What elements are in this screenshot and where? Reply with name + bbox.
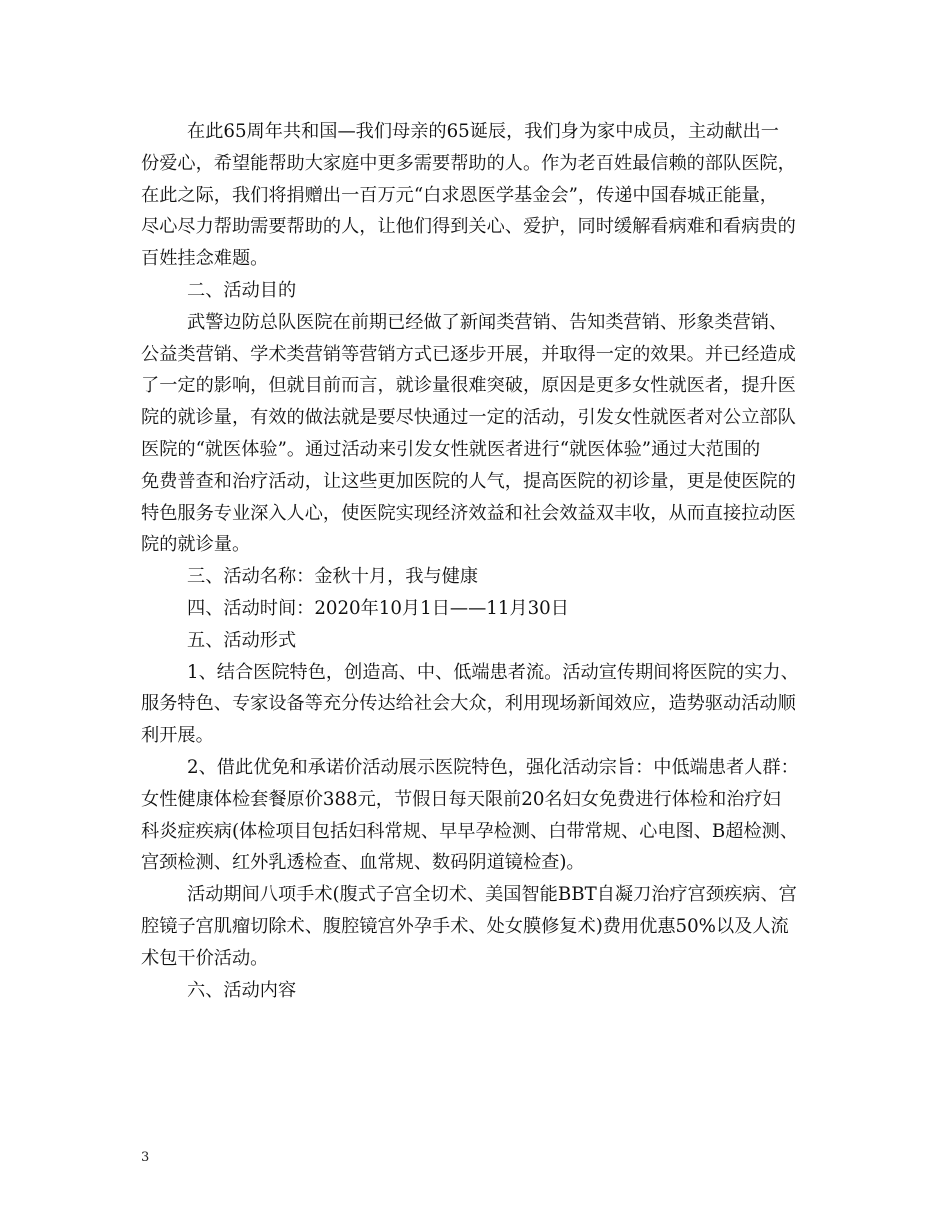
text-line: 公益类营销、学术类营销等营销方式已逐步开展，并取得一定的效果。并已经造成 xyxy=(141,343,796,365)
text-line: 武警边防总队医院在前期已经做了新闻类营销、告知类营销、形象类营销、 xyxy=(187,311,788,333)
text-line: 了一定的影响，但就目前而言，就诊量很难突破，原因是更多女性就医者，提升医 xyxy=(141,375,796,397)
text-line: 宫颈检测、红外乳透检查、血常规、数码阴道镜检查)。 xyxy=(141,852,585,874)
text-line: 尽心尽力帮助需要帮助的人，让他们得到关心、爱护，同时缓解看病难和看病贵的 xyxy=(141,216,796,238)
text-line: 特色服务专业深入人心，使医院实现经济效益和社会效益双丰收，从而直接拉动医 xyxy=(141,502,796,524)
form-item-1 xyxy=(141,657,821,752)
purpose-paragraph xyxy=(141,307,821,561)
intro-paragraph xyxy=(141,116,821,275)
text-line: 女性健康体检套餐原价388元，节假日每天限前20名妇女免费进行体检和治疗妇 xyxy=(141,788,781,810)
heading-text: 二、活动目的 xyxy=(187,279,297,301)
text-line: 利开展。 xyxy=(141,725,214,747)
surgery-paragraph xyxy=(141,879,821,974)
text-line: 院的就诊量。 xyxy=(141,534,251,556)
section-heading-purpose xyxy=(141,275,821,307)
section-heading-form xyxy=(141,625,821,657)
text-line: 在此之际，我们将捐赠出一百万元“白求恩医学基金会”，传递中国春城正能量， xyxy=(141,184,778,206)
section-heading-name xyxy=(141,561,821,593)
heading-text: 五、活动形式 xyxy=(187,629,297,651)
text-line: 活动期间八项手术(腹式子宫全切术、美国智能BBT自凝刀治疗宫颈疾病、宫 xyxy=(187,884,797,906)
text-line: 腔镜子宫肌瘤切除术、腹腔镜宫外孕手术、处女膜修复术)费用优惠50%以及人流 xyxy=(141,915,789,937)
text-line: 1、结合医院特色，创造高、中、低端患者流。活动宣传期间将医院的实力、 xyxy=(187,661,799,683)
text-line: 份爱心，希望能帮助大家庭中更多需要帮助的人。作为老百姓最信赖的部队医院， xyxy=(141,152,796,174)
document-body xyxy=(141,116,821,1006)
section-heading-content xyxy=(141,975,821,1007)
text-line: 在此65周年共和国—我们母亲的65诞辰，我们身为家中成员，主动献出一 xyxy=(187,121,779,142)
text-line: 院的就诊量，有效的做法就是要尽快通过一定的活动，引发女性就医者对公立部队 xyxy=(141,407,796,429)
text-line: 科炎症疾病(体检项目包括妇科常规、早早孕检测、白带常规、心电图、B超检测、 xyxy=(141,820,799,842)
section-heading-time xyxy=(141,593,821,625)
form-item-2 xyxy=(141,752,821,879)
heading-text: 三、活动名称：金秋十月，我与健康 xyxy=(187,566,479,588)
page-number: 3 xyxy=(141,1150,150,1165)
text-line: 百姓挂念难题。 xyxy=(141,248,269,270)
text-line: 免费普查和治疗活动，让这些更加医院的人气，提高医院的初诊量，更是使医院的 xyxy=(141,470,796,492)
text-line: 术包干价活动。 xyxy=(141,947,269,969)
text-line: 服务特色、专家设备等充分传达给社会大众，利用现场新闻效应，造势驱动活动顺 xyxy=(141,693,796,715)
text-line: 2、借此优免和承诺价活动展示医院特色，强化活动宗旨：中低端患者人群： xyxy=(187,756,799,778)
text-line: 医院的“就医体验”。通过活动来引发女性就医者进行“就医体验”通过大范围的 xyxy=(141,438,761,460)
heading-text: 四、活动时间：2020年10月1日——11月30日 xyxy=(187,597,569,619)
heading-text: 六、活动内容 xyxy=(187,979,297,1001)
